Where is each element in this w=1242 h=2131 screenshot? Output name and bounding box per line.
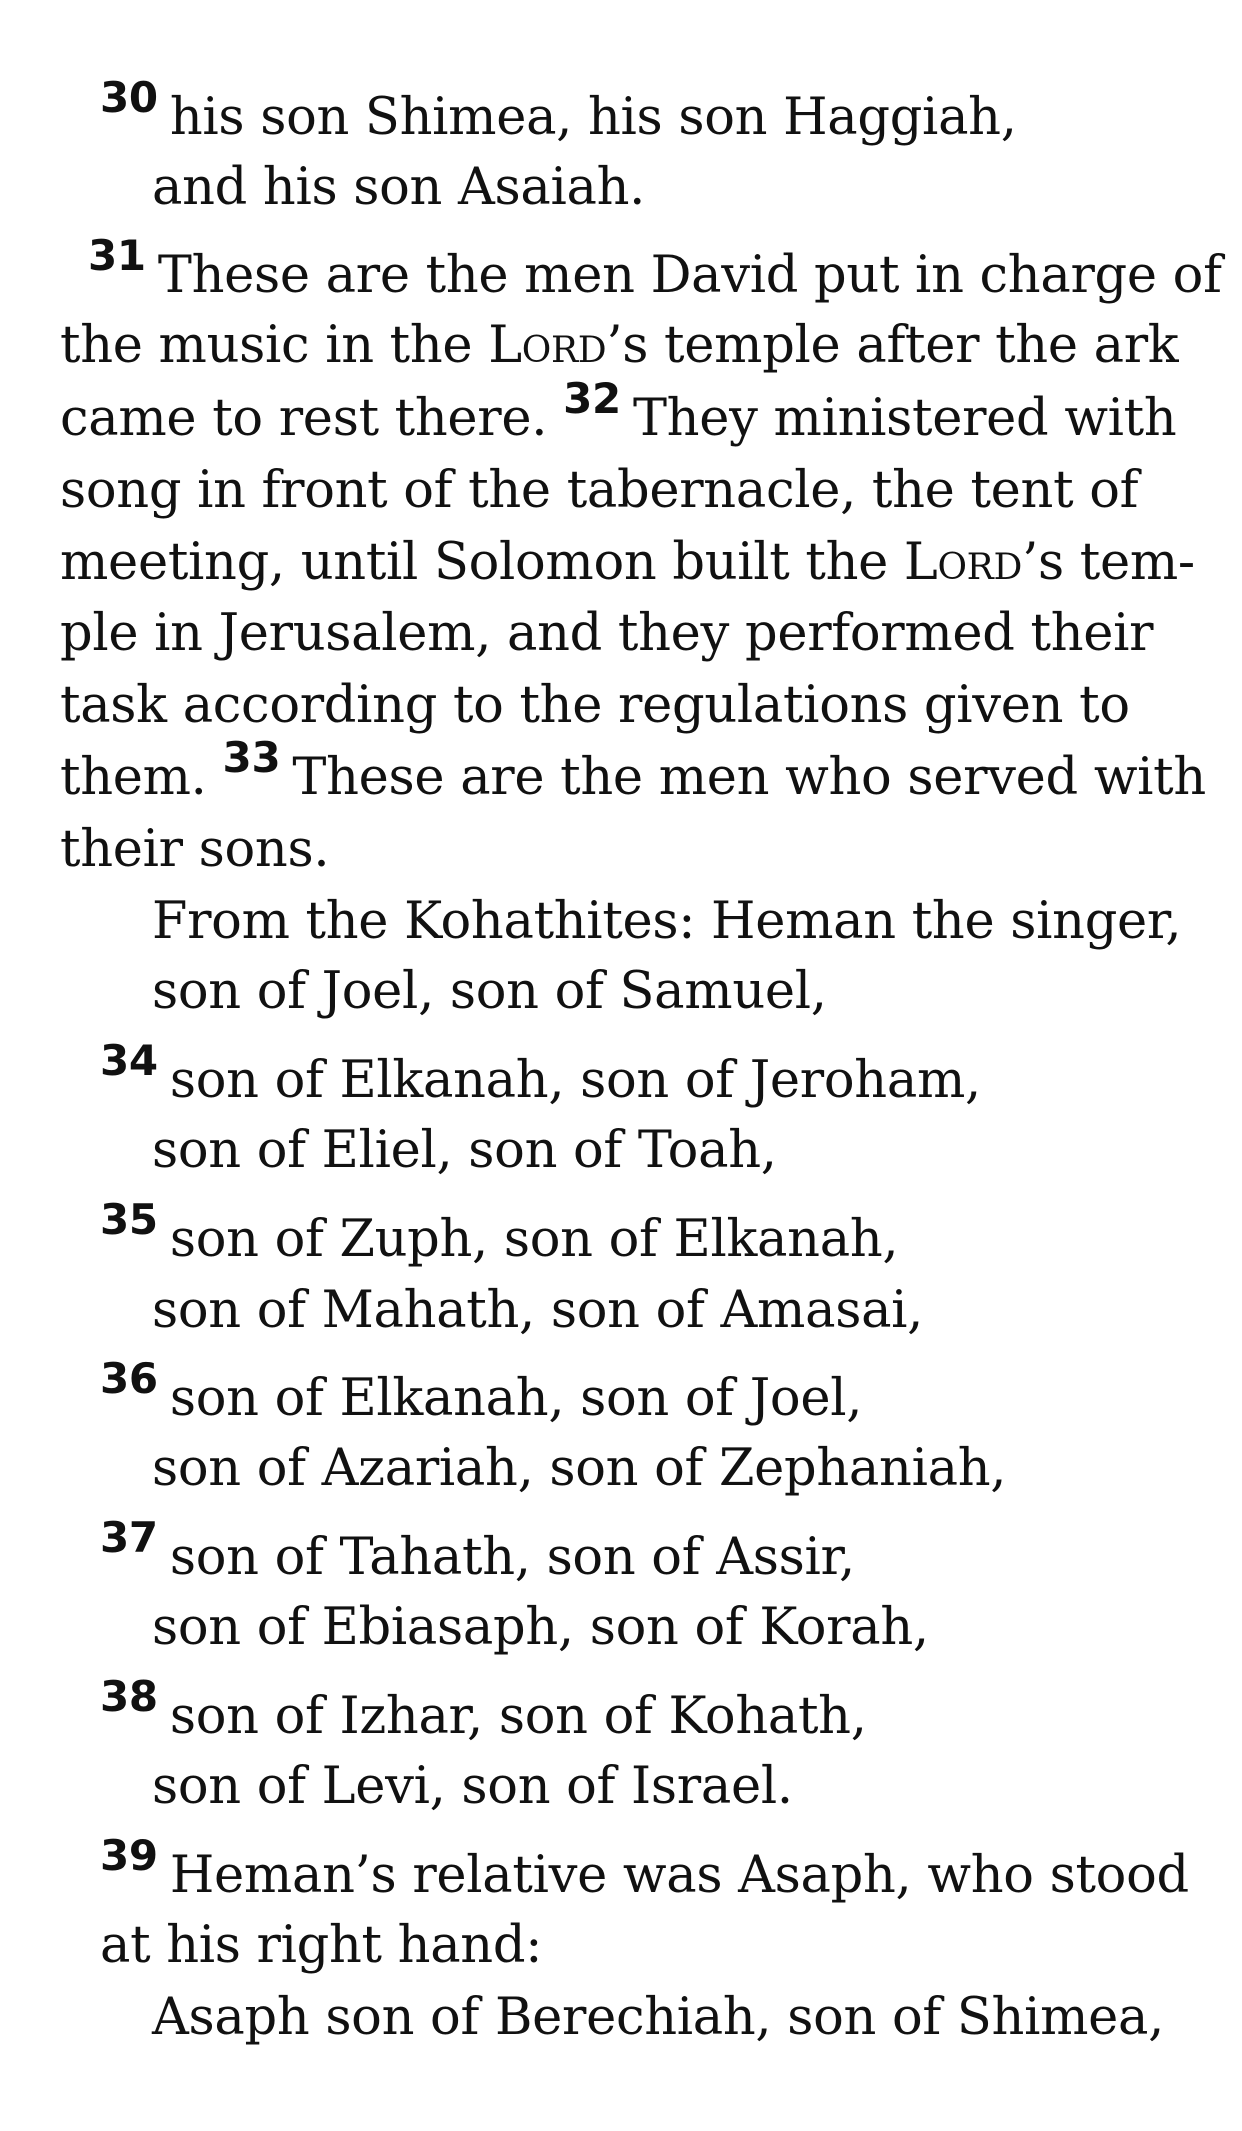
verse-32-text-1: They ministered with [632,389,1177,448]
verse-31-text-3: came to rest there. [60,389,548,448]
verse-39-line-1 [100,1831,1189,1905]
verse-32-text-3a: meeting, until Solomon built the [60,533,904,592]
verse-number-33: 33 [222,733,281,782]
verse-32-text-2: song in front of the tabernacle, the tent of [60,461,1139,520]
verse-39-text-1: Heman’s relative was Asaph, who stood [169,1846,1189,1905]
verse-32-line-2 [60,461,1139,520]
verse-32-line-4 [60,604,1154,663]
divine-name-lord: Lord [903,533,1023,592]
verse-39-line-2 [100,1916,543,1975]
verse-30-line-1 [100,73,1017,147]
verse-33-line-3 [152,892,1182,951]
verse-31-text-1: These are the men David put in charge of [157,246,1222,305]
verse-34-text-2: son of Eliel, son of Toah, [152,1121,777,1180]
verse-31-line-2 [60,316,1179,375]
verse-32-line-5 [60,676,1130,735]
verse-35-text-1: son of Zuph, son of Elkanah, [169,1210,899,1269]
verse-number-31: 31 [88,231,146,280]
verse-39-text-3: Asaph son of Berechiah, son of Shimea, [152,1988,1165,2047]
verse-39-line-3 [152,1988,1165,2047]
verse-34-line-2 [152,1121,777,1180]
verse-36-text-1: son of Elkanah, son of Joel, [169,1369,863,1428]
verse-33-text-3: From the Kohathites: Heman the singer, [152,892,1182,951]
verse-number-35: 35 [100,1195,158,1244]
verse-36-line-1 [100,1354,863,1428]
verse-37-line-1 [100,1513,855,1587]
verse-32-text-5: task according to the regulations given to [60,676,1130,735]
verse-31-line-1 [88,231,1222,305]
verse-33-text-2: their sons. [60,820,330,879]
divine-name-lord: Lord [488,316,607,375]
verse-32-line-3 [60,533,1195,592]
verse-30-line-2 [152,158,646,217]
verse-32-line-6 [60,733,1206,807]
verse-38-line-1 [100,1672,867,1746]
verse-37-line-2 [152,1598,929,1657]
verse-31-text-2a: the music in the [60,316,489,375]
verse-number-39: 39 [100,1831,158,1880]
verse-36-text-2: son of Azariah, son of Zephaniah, [152,1439,1007,1498]
verse-32-text-6: them. [60,748,207,807]
verse-34-text-1: son of Elkanah, son of Jeroham, [169,1051,981,1110]
verse-34-line-1 [100,1036,981,1110]
verse-33-line-4 [152,962,827,1021]
verse-30-text-1: his son Shimea, his son Haggiah, [169,88,1017,147]
verse-37-text-2: son of Ebiasaph, son of Korah, [152,1598,929,1657]
verse-33-text-4: son of Joel, son of Samuel, [152,962,827,1021]
verse-35-line-1 [100,1195,899,1269]
verse-35-text-2: son of Mahath, son of Amasai, [152,1281,924,1340]
verse-number-34: 34 [100,1036,158,1085]
verse-37-text-1: son of Tahath, son of Assir, [169,1528,855,1587]
verse-31-line-3 [60,374,1177,448]
verse-number-32: 32 [563,374,621,423]
verse-32-text-3b: ’s tem- [1022,533,1195,592]
verse-33-text-1: These are the men who served with [292,748,1206,807]
verse-36-line-2 [152,1439,1007,1498]
verse-number-30: 30 [100,73,158,122]
verse-33-line-2 [60,820,330,879]
verse-number-36: 36 [100,1354,158,1403]
verse-30-text-2: and his son Asaiah. [152,158,646,217]
verse-39-text-2: at his right hand: [100,1916,543,1975]
verse-number-38: 38 [100,1672,158,1721]
verse-number-37: 37 [100,1513,158,1562]
verse-32-text-4: ple in Jerusalem, and they performed their [60,604,1154,663]
verse-31-text-2b: ’s temple after the ark [606,316,1179,375]
verse-35-line-2 [152,1281,924,1340]
verse-38-text-1: son of Izhar, son of Kohath, [169,1687,867,1746]
verse-38-line-2 [152,1757,793,1816]
verse-38-text-2: son of Levi, son of Israel. [152,1757,793,1816]
